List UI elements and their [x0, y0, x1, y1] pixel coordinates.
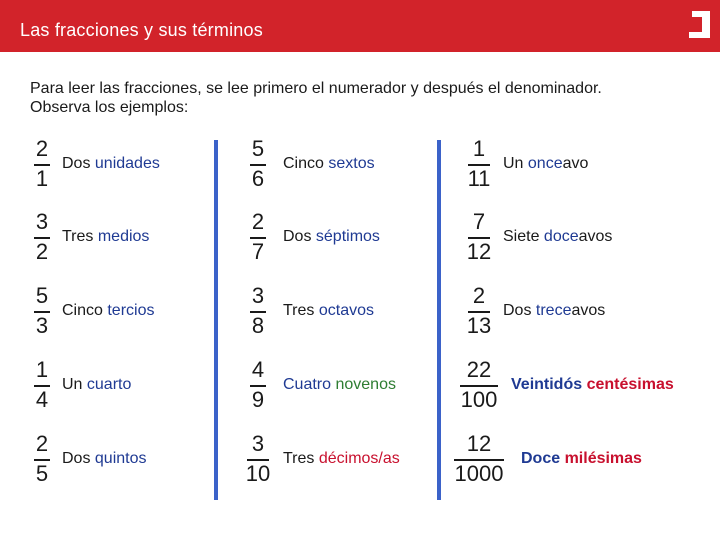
fraction-reading	[503, 302, 605, 320]
fraction-reading	[511, 376, 674, 394]
fraction	[228, 359, 288, 413]
fraction-denominator: 1	[35, 165, 49, 191]
reading-word: Siete	[503, 228, 540, 245]
reading-word: avo	[562, 155, 589, 172]
reading-word: trece	[531, 302, 572, 319]
fraction	[228, 285, 288, 339]
fraction-numerator: 1	[35, 357, 49, 382]
reading-word: centésimas	[582, 376, 674, 393]
reading-word: Dos	[283, 228, 312, 245]
column-divider-2	[437, 140, 441, 500]
fraction-denominator: 11	[467, 165, 491, 191]
fraction-denominator: 9	[251, 386, 265, 412]
fraction-numerator: 12	[466, 431, 492, 456]
reading-word: tercios	[102, 302, 155, 319]
intro-line-1: Para leer las fracciones, se lee primero el numerador y después el denominador.	[30, 80, 602, 97]
reading-word: doce	[539, 228, 579, 245]
fraction-numerator: 2	[35, 136, 49, 161]
reading-word: Tres	[283, 450, 315, 467]
fraction-denominator: 13	[466, 312, 492, 338]
fraction	[449, 285, 509, 339]
fraction-numerator: 5	[35, 283, 49, 308]
reading-word: Dos	[503, 302, 532, 319]
fraction	[449, 138, 509, 192]
fraction-denominator: 100	[460, 386, 498, 412]
reading-word: Un	[62, 376, 83, 393]
reading-word: quintos	[90, 450, 147, 467]
fraction-reading	[283, 450, 400, 468]
fraction-numerator: 1	[472, 136, 486, 161]
fraction-reading	[521, 450, 642, 468]
reading-word: Tres	[62, 228, 94, 245]
fraction-reading	[283, 228, 380, 246]
fraction-denominator: 5	[35, 460, 49, 486]
fraction-denominator: 6	[251, 165, 265, 191]
fraction-reading	[283, 155, 375, 173]
reading-word: cuarto	[82, 376, 132, 393]
reading-word: avos	[578, 228, 613, 245]
reading-word: unidades	[90, 155, 160, 172]
fraction	[449, 359, 509, 413]
fraction-reading	[62, 155, 160, 173]
fraction-numerator: 3	[35, 209, 49, 234]
reading-word: milésimas	[560, 450, 642, 467]
reading-word: Doce	[521, 450, 561, 467]
fraction	[449, 211, 509, 265]
reading-word: once	[523, 155, 563, 172]
fraction	[228, 138, 288, 192]
fraction-numerator: 3	[251, 431, 265, 456]
fraction-reading	[283, 302, 374, 320]
reading-word: sextos	[323, 155, 375, 172]
reading-word: Cuatro	[283, 376, 332, 393]
reading-word: Un	[503, 155, 524, 172]
fraction	[449, 433, 509, 487]
reading-word: Dos	[62, 450, 91, 467]
column-divider-1	[214, 140, 218, 500]
header-bar	[0, 0, 720, 52]
fraction-denominator: 2	[35, 238, 49, 264]
fraction-reading	[62, 228, 149, 246]
page-title: Las fracciones y sus términos	[20, 20, 263, 40]
fraction-denominator: 7	[251, 238, 265, 264]
fraction-numerator: 2	[251, 209, 265, 234]
reading-word: Dos	[62, 155, 91, 172]
fraction-reading	[503, 155, 588, 173]
fraction-reading	[283, 376, 396, 394]
fraction-numerator: 5	[251, 136, 265, 161]
fraction-numerator: 4	[251, 357, 265, 382]
fraction-numerator: 2	[35, 431, 49, 456]
fraction	[228, 211, 288, 265]
fraction-denominator: 4	[35, 386, 49, 412]
fraction-denominator: 8	[251, 312, 265, 338]
fraction-reading	[503, 228, 612, 246]
fraction-reading	[62, 376, 131, 394]
reading-word: Tres	[283, 302, 315, 319]
fraction-denominator: 12	[466, 238, 492, 264]
reading-word: Veintidós	[511, 376, 583, 393]
fraction-denominator: 1000	[454, 460, 504, 486]
reading-word: novenos	[331, 376, 396, 393]
reading-word: Cinco	[62, 302, 103, 319]
fraction-numerator: 7	[472, 209, 486, 234]
reading-word: Cinco	[283, 155, 324, 172]
reading-word: séptimos	[311, 228, 380, 245]
intro-text	[30, 79, 710, 117]
bracket-logo-icon	[686, 8, 714, 44]
fraction-numerator: 2	[472, 283, 486, 308]
fraction-reading	[62, 450, 147, 468]
reading-word: avos	[571, 302, 606, 319]
intro-line-2: Observa los ejemplos:	[30, 99, 189, 116]
reading-word: octavos	[314, 302, 374, 319]
fraction-reading	[62, 302, 154, 320]
fraction-denominator: 10	[245, 460, 271, 486]
fraction-numerator: 22	[466, 357, 492, 382]
reading-word: décimos/as	[314, 450, 400, 467]
fraction-numerator: 3	[251, 283, 265, 308]
fraction	[228, 433, 288, 487]
fraction-denominator: 3	[35, 312, 49, 338]
reading-word: medios	[93, 228, 150, 245]
